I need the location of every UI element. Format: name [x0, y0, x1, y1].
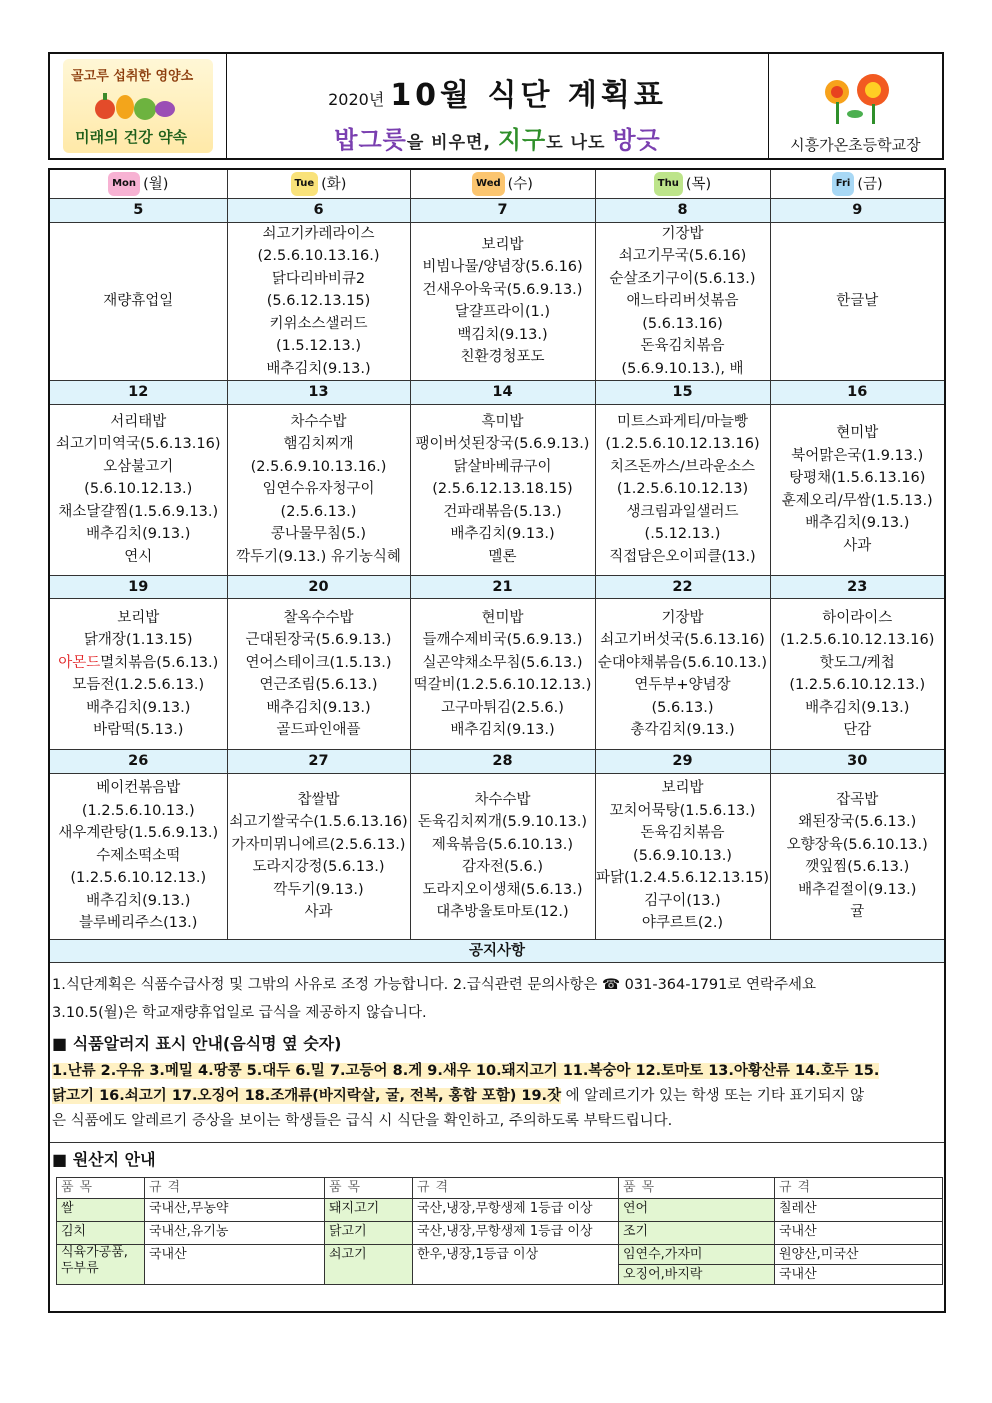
menu-item: 오삼불고기	[103, 458, 174, 475]
menu-item: 달걀프라이(1.)	[454, 304, 551, 321]
menu-item: 팽이버섯된장국(5.6.9.13.)	[415, 436, 590, 453]
day-label: (수)	[507, 176, 533, 192]
weekday-thu	[595, 169, 770, 199]
date-cell: 28	[410, 750, 595, 774]
notice-line-2: 3.10.5(월)은 학교재량휴업일로 급식을 제공하지 않습니다.	[52, 1005, 427, 1021]
menu-cell	[770, 773, 945, 939]
menu-item: 바람떡(5.13.)	[93, 722, 184, 738]
menu-item: 서리태밥	[110, 413, 167, 430]
origin-spec: 원양산,미국산	[775, 1245, 943, 1265]
menu-item: 쇠고기미역국(5.6.13.16)	[55, 436, 221, 453]
menu-item: 야쿠르트(2.)	[641, 915, 724, 932]
origin-row	[57, 1222, 943, 1245]
menu-item: 쇠고기쌀국수(1.5.6.13.16)	[229, 814, 408, 830]
menu-item: 모듬전(1.2.5.6.13.)	[72, 677, 205, 693]
date-cell: 20	[227, 575, 410, 599]
notice-heading: 공지사항	[49, 939, 945, 963]
menu-item: 애느타리버섯볶음	[626, 293, 739, 309]
origin-spec: 국내산	[145, 1245, 325, 1285]
meal-plan-table	[48, 168, 946, 1313]
allergy-list: 닭고기 16.쇠고기 17.오징어 18.조개류(바지락살, 굴, 전복, 홍합 포함) 19.잣	[52, 1088, 562, 1104]
menu-cell	[595, 599, 770, 750]
menu-item: 블루베리주스(13.)	[79, 915, 198, 932]
menu-item: (.5.12.13.)	[644, 526, 721, 543]
menu-item: (1.2.5.6.10.12.13)	[616, 481, 749, 498]
menu-item: (5.6.9.10.13.)	[633, 847, 732, 864]
menu-row	[49, 773, 945, 939]
date-cell: 19	[49, 575, 227, 599]
logo-cell	[50, 54, 227, 158]
menu-item: 쇠고기카레라이스	[262, 225, 375, 242]
menu-item: 돈육김치볶음	[640, 338, 725, 354]
menu-cell	[227, 222, 410, 381]
date-cell: 27	[227, 750, 410, 774]
menu-item: 임연수유자청구이	[262, 481, 375, 498]
menu-item: 콩나물무침(5.)	[270, 526, 367, 543]
page-title	[227, 70, 768, 114]
origin-spec: 국내산	[775, 1222, 943, 1245]
allergy-info	[52, 1059, 940, 1134]
menu-item: 멜론	[488, 548, 517, 565]
allergy-list: 1.난류 2.우유 3.메밀 4.땅콩 5.대두 6.밀 7.고등어 8.게 9.새우 10.돼지고기 11.복숭아 12.토마토 13.아황산류 14.호두 15.	[52, 1063, 880, 1079]
date-row	[49, 381, 945, 405]
title-text: 10월 식단 계획표	[390, 78, 667, 113]
date-cell: 6	[227, 199, 410, 223]
menu-item: 친환경청포도	[460, 349, 545, 366]
menu-item: 백김치(9.13.)	[457, 326, 548, 343]
header	[48, 52, 944, 160]
menu-item: 사과	[304, 904, 333, 920]
menu-item: 배추김치(9.13.)	[266, 699, 371, 716]
day-label: (화)	[321, 176, 347, 192]
notice-header-row	[49, 939, 945, 963]
menu-item: 대추방울토마토(12.)	[436, 904, 569, 920]
menu-item: 닭다리바비큐2	[271, 270, 366, 287]
weekday-header-row	[49, 169, 945, 199]
menu-item-text: 멸치볶음(5.6.13.)	[100, 654, 219, 671]
menu-item: (1.2.5.6.10.12.13.16)	[605, 436, 760, 453]
day-badge: Fri	[832, 172, 855, 197]
menu-item: 배추김치(9.13.)	[86, 892, 191, 909]
origin-spec: 국산,냉장,무항생제 1등급 이상	[413, 1199, 619, 1222]
date-row	[49, 575, 945, 599]
menu-item: 돈육김치볶음	[640, 825, 725, 842]
menu-item: 찰옥수수밥	[283, 609, 354, 626]
slogan	[227, 120, 768, 155]
menu-cell	[410, 404, 595, 575]
origin-item: 연어	[619, 1199, 775, 1222]
origin-item: 쌀	[57, 1199, 145, 1222]
origin-item: 김치	[57, 1222, 145, 1245]
origin-item: 조기	[619, 1222, 775, 1245]
menu-item: (2.5.6.12.13.18.15)	[432, 481, 573, 498]
menu-cell	[227, 773, 410, 939]
date-cell: 5	[49, 199, 227, 223]
menu-item: 연시	[124, 548, 153, 565]
menu-item: 왜된장국(5.6.13.)	[798, 814, 917, 830]
menu-item: 연근조림(5.6.13.)	[259, 677, 378, 693]
allergy-title: ■ 식품알러지 표시 안내(음식명 옆 숫자)	[52, 1034, 342, 1053]
title-cell	[227, 54, 769, 158]
date-cell: 14	[410, 381, 595, 405]
menu-item: 배추김치(9.13.)	[805, 515, 910, 531]
menu-item: 배추김치(9.13.)	[86, 526, 191, 543]
date-cell: 30	[770, 750, 945, 774]
menu-item: 배추김치(9.13.)	[805, 699, 910, 716]
menu-item: 배추김치(9.13.)	[266, 360, 371, 377]
menu-item: 보리밥	[661, 780, 704, 797]
slogan-part: 도 나도	[546, 133, 613, 153]
menu-item: 채소달걀찜(1.5.6.9.13.)	[58, 503, 219, 520]
menu-item: 현미밥	[836, 425, 879, 441]
slogan-part: 지구	[497, 126, 547, 154]
menu-item: 잡곡밥	[836, 791, 879, 808]
origin-header: 품목	[57, 1178, 145, 1199]
date-cell: 22	[595, 575, 770, 599]
slogan-part: 을 비우면,	[406, 133, 498, 153]
menu-item: 파닭(1.2.4.5.6.12.13.15)	[595, 870, 770, 887]
menu-item: (5.6.12.13.15)	[266, 293, 371, 309]
nutrition-logo	[63, 59, 213, 153]
menu-item: 김구이(13.)	[644, 892, 721, 909]
flowers-icon	[809, 70, 901, 126]
menu-cell	[49, 404, 227, 575]
menu-item: 한글날	[836, 293, 879, 309]
menu-item: 닭살바베큐구이	[453, 458, 552, 475]
origin-title: ■ 원산지 안내	[52, 1150, 156, 1169]
menu-item: 기장밥	[661, 225, 704, 242]
menu-item: 가자미뮈니에르(2.5.6.13.)	[231, 836, 406, 853]
menu-item: (2.5.6.10.13.16.)	[257, 248, 380, 264]
menu-item: 키위소스샐러드(1.5.12.13.)	[269, 315, 368, 354]
menu-cell	[770, 222, 945, 381]
menu-item: 제육볶음(5.6.10.13.)	[431, 836, 574, 853]
menu-item: 탕평채(1.5.6.13.16)	[789, 470, 926, 486]
menu-item: 깍두기(9.13.) 유기농식혜	[236, 548, 401, 565]
menu-item: 깍두기(9.13.)	[273, 881, 364, 898]
menu-cell	[49, 599, 227, 750]
menu-item: (1.2.5.6.10.12.13.)	[70, 870, 207, 887]
school-cell	[769, 54, 942, 158]
menu-item: 연어스테이크(1.5.13.)	[245, 654, 392, 671]
menu-cell	[227, 599, 410, 750]
logo-top-text: 골고루 섭취한 영양소	[71, 69, 194, 84]
date-cell: 13	[227, 381, 410, 405]
day-label: (목)	[685, 176, 712, 192]
menu-item: 새우계란탕(1.5.6.9.13.)	[58, 825, 219, 842]
menu-item: 베이컨볶음밥	[96, 780, 181, 797]
menu-item: 쇠고기무국(5.6.16)	[618, 248, 747, 264]
origin-spec: 국내산,유기농	[145, 1222, 325, 1245]
origin-item: 임연수,가자미	[619, 1245, 775, 1265]
menu-item: 꼬치어묵탕(1.5.6.13.)	[609, 802, 756, 819]
notice-line-1: 1.식단계획은 식품수급사정 및 그밖의 사유로 조정 가능합니다. 2.급식관련 문의사항은 ☎ 031-364-1791로 연락주세요	[52, 977, 817, 993]
allergy-note: 은 식품에도 알레르기 증상을 보이는 학생들은 급식 시 식단을 확인하고, 주의하도록 부탁드립니다.	[52, 1113, 673, 1129]
menu-item: 보리밥	[117, 609, 160, 626]
menu-item: 비빔나물/양념장(5.6.16)	[422, 259, 583, 276]
menu-item: (2.5.6.13.)	[280, 503, 357, 520]
menu-cell	[227, 404, 410, 575]
date-row	[49, 199, 945, 223]
menu-item: 골드파인애플	[276, 722, 361, 738]
menu-item: 근대된장국(5.6.9.13.)	[245, 632, 392, 648]
menu-item: (5.6.10.12.13.)	[84, 481, 193, 498]
date-cell: 15	[595, 381, 770, 405]
weekday-fri	[770, 169, 945, 199]
menu-item: 도라지강정(5.6.13.)	[252, 859, 385, 875]
date-row	[49, 750, 945, 774]
menu-item: (5.6.9.10.13.), 배	[621, 360, 744, 377]
origin-header: 규격	[145, 1178, 325, 1199]
menu-item: 배추김치(9.13.)	[86, 699, 191, 716]
date-cell: 12	[49, 381, 227, 405]
menu-cell	[770, 599, 945, 750]
menu-item: 배추겉절이(9.13.)	[798, 881, 917, 898]
origin-row	[57, 1245, 943, 1265]
menu-item: 깻잎찜(5.6.13.)	[805, 859, 910, 875]
weeks-body	[49, 199, 945, 940]
logo-bottom-text: 미래의 건강 약속	[75, 128, 187, 146]
menu-item: 햄김치찌개	[283, 436, 354, 453]
school-name: 시흥가온초등학교장	[790, 136, 921, 154]
menu-item: 재량휴업일	[103, 293, 174, 309]
menu-item: 도라지오이생채(5.6.13.)	[422, 881, 583, 898]
menu-item: 배추김치(9.13.)	[450, 526, 555, 543]
menu-item-highlight: 아몬드	[58, 654, 101, 671]
menu-item: 감자전(5.6.)	[461, 859, 543, 875]
menu-item: 단감	[843, 722, 872, 738]
menu-item: 사과	[843, 537, 872, 554]
title-year: 2020년	[328, 90, 385, 109]
menu-item: (1.2.5.6.10.13.)	[81, 802, 195, 819]
menu-item: 하이라이스	[822, 609, 893, 626]
menu-cell	[595, 222, 770, 381]
origin-item: 쇠고기	[325, 1245, 413, 1285]
menu-row	[49, 404, 945, 575]
origin-header: 품목	[619, 1178, 775, 1199]
day-label: (월)	[143, 176, 169, 192]
origin-table	[56, 1177, 943, 1285]
date-cell: 23	[770, 575, 945, 599]
menu-item: 보리밥	[481, 236, 524, 253]
menu-cell	[410, 222, 595, 381]
menu-row	[49, 599, 945, 750]
menu-cell	[49, 222, 227, 381]
divider	[50, 1142, 944, 1143]
notice-body-row	[49, 963, 945, 1313]
menu-item	[50, 652, 227, 675]
origin-item: 오징어,바지락	[619, 1265, 775, 1285]
date-cell: 7	[410, 199, 595, 223]
menu-item: 연두부+양념장	[634, 677, 731, 693]
menu-cell	[595, 773, 770, 939]
notice-content	[49, 963, 945, 1313]
menu-item: (1.2.5.6.10.12.13.16)	[780, 632, 935, 648]
origin-row	[57, 1199, 943, 1222]
menu-item: (5.6.13.)	[651, 699, 714, 716]
menu-item: 순대야채볶음(5.6.10.13.)	[597, 654, 768, 671]
menu-cell	[770, 404, 945, 575]
origin-item: 식육가공품, 두부류	[57, 1245, 145, 1285]
origin-header: 규격	[413, 1178, 619, 1199]
origin-header: 규격	[775, 1178, 943, 1199]
date-cell: 29	[595, 750, 770, 774]
menu-item: 건새우아욱국(5.6.9.13.)	[422, 281, 583, 298]
menu-item: 쇠고기버섯국(5.6.13.16)	[600, 632, 765, 648]
menu-item: 차수수밥	[290, 413, 347, 430]
menu-item: 오향장육(5.6.10.13.)	[786, 836, 928, 853]
weekday-wed	[410, 169, 595, 199]
slogan-part: 밥그릇	[334, 126, 407, 154]
menu-item: 훈제오리/무쌈(1.5.13.)	[781, 492, 933, 509]
origin-item: 닭고기	[325, 1222, 413, 1245]
menu-item: 미트스파게티/마늘빵	[617, 413, 748, 430]
day-badge: Wed	[472, 172, 505, 197]
weekday-mon	[49, 169, 227, 199]
date-cell: 26	[49, 750, 227, 774]
date-cell: 21	[410, 575, 595, 599]
menu-item: 떡갈비(1.2.5.6.10.12.13.)	[413, 677, 592, 693]
origin-spec: 국내산,무농약	[145, 1199, 325, 1222]
menu-item: 총각김치(9.13.)	[630, 722, 735, 738]
menu-item: 귤	[850, 904, 865, 920]
menu-item: (2.5.6.9.10.13.16.)	[250, 458, 387, 475]
origin-spec: 국내산	[775, 1265, 943, 1285]
menu-item: 닭개장(1.13.15)	[83, 632, 193, 648]
menu-item: 현미밥	[481, 609, 524, 626]
origin-spec: 한우,냉장,1등급 이상	[413, 1245, 619, 1285]
menu-item: 돈육김치찌개(5.9.10.13.)	[417, 814, 588, 830]
menu-item: 배추김치(9.13.)	[450, 722, 555, 738]
vegetables-icon	[91, 89, 183, 125]
menu-item: (1.2.5.6.10.12.13.)	[789, 677, 926, 693]
menu-cell	[595, 404, 770, 575]
menu-item: 실곤약채소무침(5.6.13.)	[422, 654, 583, 671]
day-label: (금)	[857, 176, 883, 192]
date-cell: 8	[595, 199, 770, 223]
menu-item: 순살조기구이(5.6.13.)	[609, 270, 756, 287]
menu-item: 북어맑은국(1.9.13.)	[791, 447, 924, 464]
date-cell: 9	[770, 199, 945, 223]
menu-item: 직접담은오이피클(13.)	[609, 548, 756, 565]
menu-item: 고구마튀김(2.5.6.)	[441, 699, 564, 716]
menu-item: 수제소떡소떡	[96, 847, 181, 864]
origin-header: 품목	[325, 1178, 413, 1199]
menu-cell	[49, 773, 227, 939]
menu-item: 생크림과일샐러드	[626, 503, 739, 520]
origin-spec: 칠레산	[775, 1199, 943, 1222]
menu-item: 찹쌀밥	[297, 791, 340, 808]
menu-cell	[410, 773, 595, 939]
day-badge: Mon	[108, 172, 140, 197]
slogan-part: 방긋	[612, 126, 661, 154]
origin-header-row	[57, 1178, 943, 1199]
menu-item: 들깨수제비국(5.6.9.13.)	[422, 632, 583, 648]
menu-item: 치즈돈까스/브라운소스	[610, 458, 755, 475]
date-cell: 16	[770, 381, 945, 405]
menu-row	[49, 222, 945, 381]
day-badge: Tue	[291, 172, 319, 197]
menu-item: 흑미밥	[481, 413, 524, 430]
day-badge: Thu	[654, 172, 683, 197]
menu-item: 핫도그/케첩	[819, 654, 895, 671]
origin-item: 돼지고기	[325, 1199, 413, 1222]
menu-item: 차수수밥	[474, 791, 531, 808]
allergy-note: 에 알레르기가 있는 학생 또는 기타 표기되지 않	[561, 1088, 865, 1104]
menu-item: 기장밥	[661, 609, 704, 626]
menu-item: 건파래볶음(5.13.)	[443, 503, 562, 520]
weekday-tue	[227, 169, 410, 199]
origin-spec: 국산,냉장,무항생제 1등급 이상	[413, 1222, 619, 1245]
menu-item: (5.6.13.16)	[642, 315, 723, 332]
menu-cell	[410, 599, 595, 750]
